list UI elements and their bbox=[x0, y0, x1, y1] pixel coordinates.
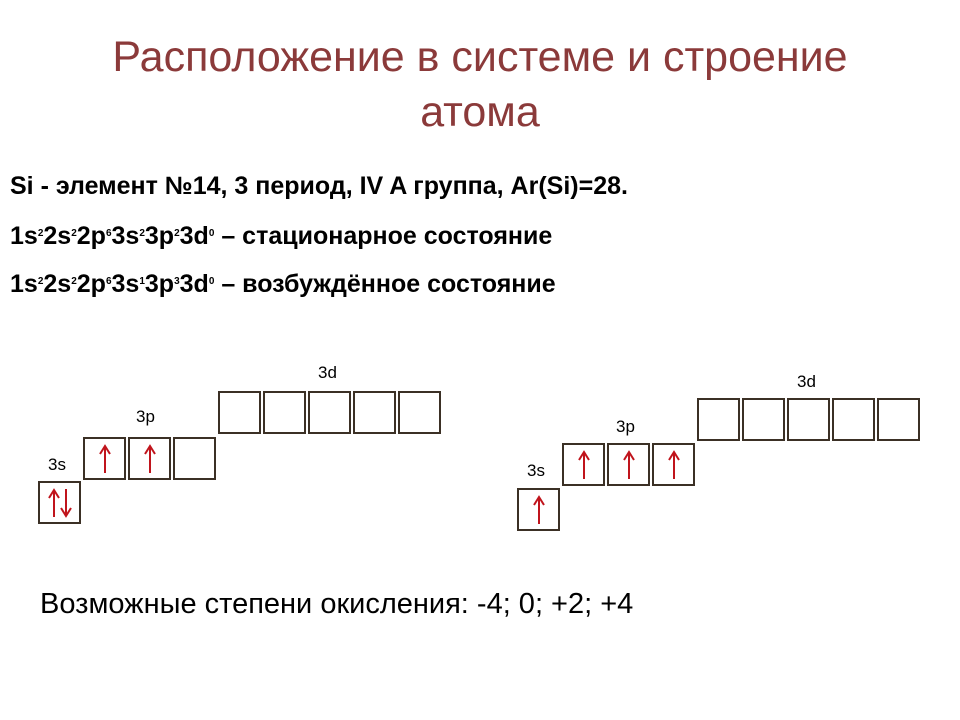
orbital-cell-3d bbox=[398, 391, 441, 434]
electron-spin-up-arrow-icon bbox=[48, 488, 60, 518]
config-1s: 1s bbox=[10, 222, 38, 250]
config-2s-count: 2 bbox=[71, 228, 77, 239]
config-2p: 2p bbox=[76, 270, 106, 298]
label-3d: 3d bbox=[318, 363, 337, 382]
orbital-cell-3d bbox=[877, 398, 920, 441]
orbital-cell-3s bbox=[38, 481, 81, 524]
config-3s-count: 1 bbox=[139, 276, 145, 287]
orbital-cell-3d bbox=[832, 398, 875, 441]
config-1s-count: 2 bbox=[37, 276, 44, 287]
orbital-cell-3d bbox=[697, 398, 740, 441]
config-2s: 2s bbox=[43, 222, 72, 250]
electron-spin-up-arrow-icon bbox=[578, 450, 590, 480]
orbital-cell-3d bbox=[353, 391, 396, 434]
orbital-cell-3p bbox=[128, 437, 171, 480]
orbital-cell-3d bbox=[263, 391, 306, 434]
label-3p: 3p bbox=[616, 417, 635, 436]
config-2p: 2p bbox=[76, 222, 106, 250]
config-3s: 3s bbox=[111, 270, 140, 298]
config-3d-count: 0 bbox=[208, 228, 215, 239]
config-1s: 1s bbox=[10, 270, 38, 298]
config-3p-count: 3 bbox=[174, 276, 180, 287]
orbital-cell-3p bbox=[562, 443, 605, 486]
config-3p-count: 2 bbox=[174, 228, 180, 239]
orbital-cell-3p bbox=[173, 437, 216, 480]
config-2s-count: 2 bbox=[71, 276, 77, 287]
config-3d: 3d bbox=[179, 222, 209, 250]
config-1s-count: 2 bbox=[37, 228, 44, 239]
label-3d: 3d bbox=[797, 372, 816, 391]
config-2s: 2s bbox=[43, 270, 72, 298]
orbital-cell-3d bbox=[787, 398, 830, 441]
label-3s: 3s bbox=[527, 461, 545, 480]
title-line-1: Расположение в системе и строение bbox=[112, 33, 848, 81]
config-3d: 3d bbox=[179, 270, 209, 298]
config-3d-count: 0 bbox=[208, 276, 215, 287]
electron-spin-up-arrow-icon bbox=[668, 450, 680, 480]
ground-state-label: – стационарное состояние bbox=[214, 222, 553, 250]
element-info-line: Si - элемент №14, 3 период, IV A группа, Ar(Si)=28. bbox=[10, 172, 628, 200]
ground-state-configuration bbox=[10, 222, 552, 251]
excited-state-label: – возбуждённое состояние bbox=[214, 270, 556, 298]
electron-spin-up-arrow-icon bbox=[144, 444, 156, 474]
orbital-cell-3d bbox=[218, 391, 261, 434]
config-3s-count: 2 bbox=[139, 228, 145, 239]
config-3s: 3s bbox=[111, 222, 140, 250]
oxidation-states: Возможные степени окисления: -4; 0; +2; +4 bbox=[40, 588, 634, 620]
excited-state-configuration bbox=[10, 270, 556, 299]
config-2p-count: 6 bbox=[105, 228, 112, 239]
orbital-cell-3d bbox=[308, 391, 351, 434]
electron-spin-up-arrow-icon bbox=[533, 495, 545, 525]
label-3s: 3s bbox=[48, 455, 66, 474]
title-line-2: атома bbox=[420, 88, 540, 136]
electron-spin-up-arrow-icon bbox=[623, 450, 635, 480]
electron-spin-up-arrow-icon bbox=[99, 444, 111, 474]
orbital-cell-3p bbox=[607, 443, 650, 486]
slide-title bbox=[0, 30, 960, 140]
orbital-cell-3p bbox=[652, 443, 695, 486]
config-3p: 3p bbox=[144, 270, 175, 298]
config-2p-count: 6 bbox=[105, 276, 112, 287]
label-3p: 3p bbox=[136, 407, 155, 426]
orbital-cell-3s bbox=[517, 488, 560, 531]
electron-spin-down-arrow-icon bbox=[60, 488, 72, 518]
config-3p: 3p bbox=[144, 222, 175, 250]
orbital-cell-3p bbox=[83, 437, 126, 480]
orbital-cell-3d bbox=[742, 398, 785, 441]
